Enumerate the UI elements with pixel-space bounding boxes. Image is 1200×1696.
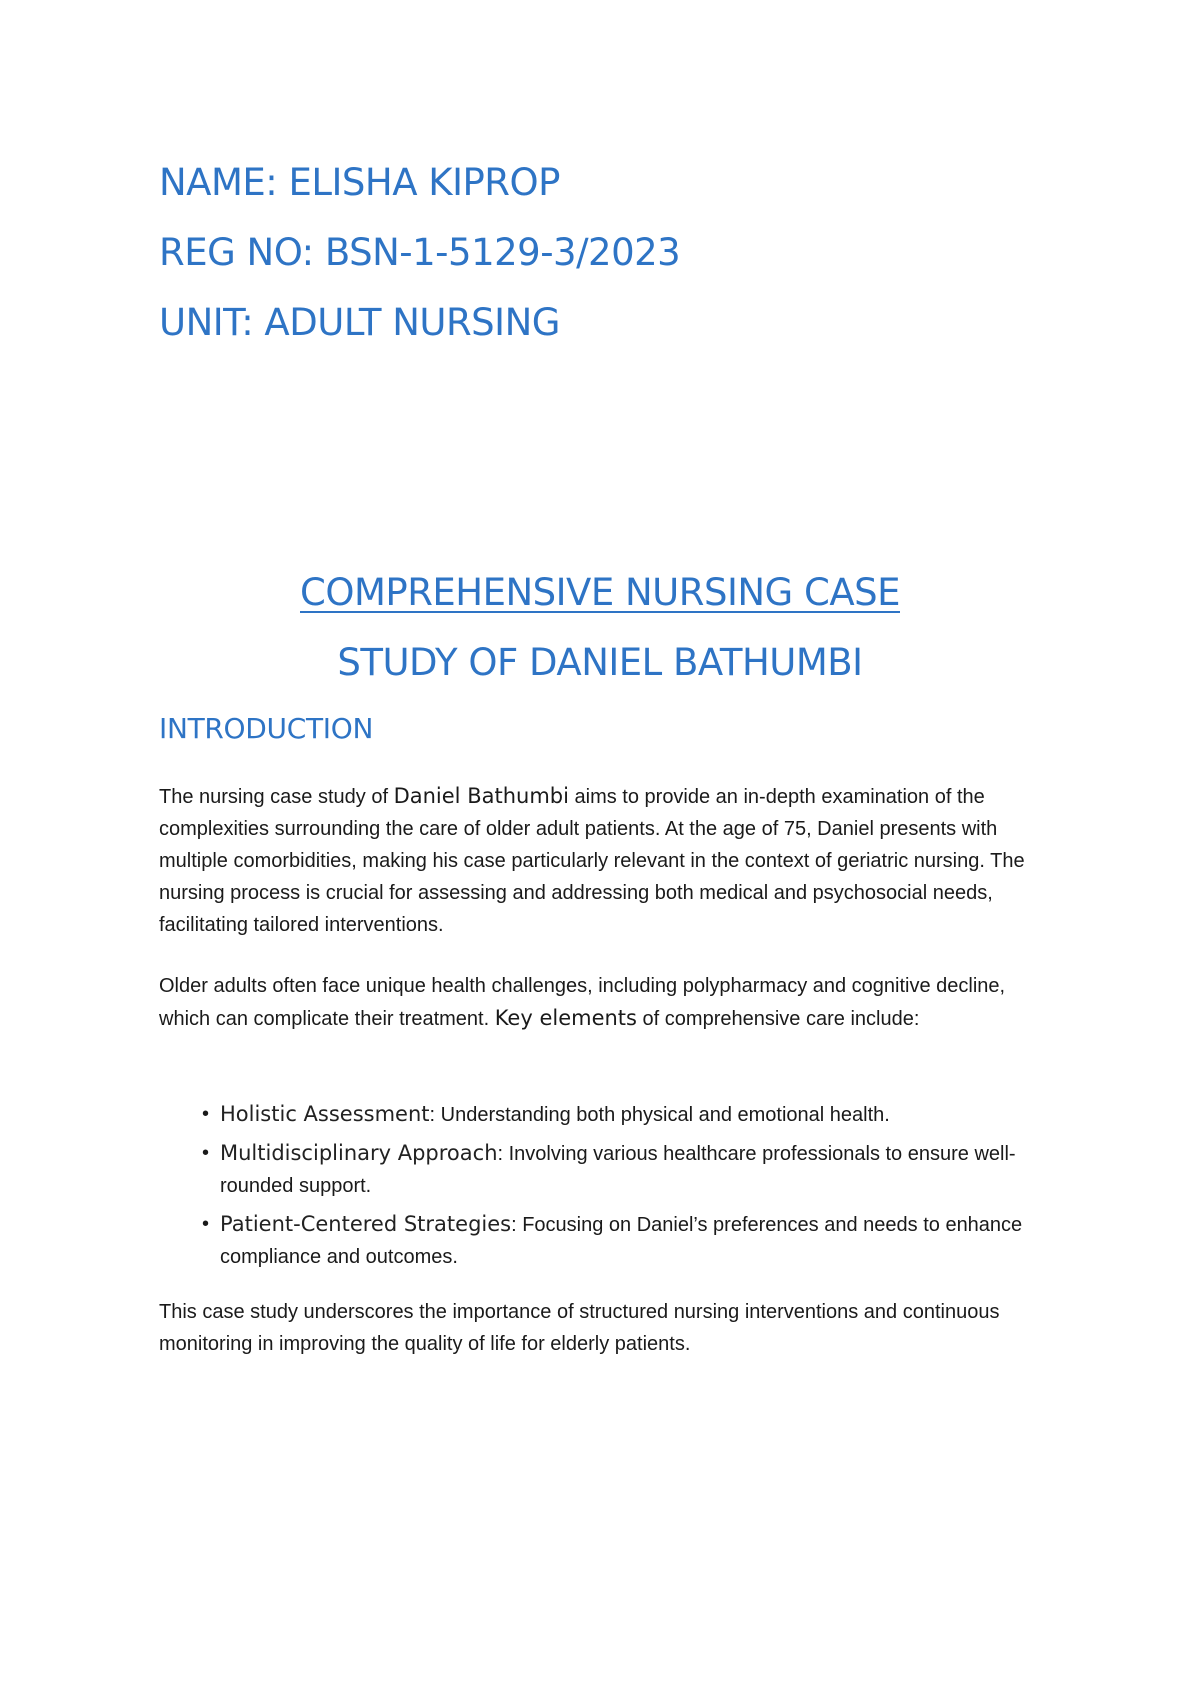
bullet-icon: • xyxy=(202,1213,210,1235)
bullet-text: : Involving various healthcare professionals to ensure well-rounded support. xyxy=(220,1143,1016,1197)
list-item xyxy=(200,1208,1060,1273)
title-line-2: STUDY OF DANIEL BATHUMBI xyxy=(337,641,863,684)
bullet-term: Multidisciplinary Approach xyxy=(220,1141,498,1165)
student-info-header xyxy=(159,148,680,358)
bullet-term: Patient-Centered Strategies xyxy=(220,1212,512,1236)
registration-number: REG NO: BSN-1-5129-3/2023 xyxy=(159,231,681,274)
key-elements-phrase: Key elements xyxy=(494,1006,637,1030)
intro-paragraph-3: This case study underscores the importance of structured nursing interventions and continuous monitoring in improving the quality of life for elderly patients. xyxy=(159,1301,1000,1355)
unit-name: UNIT: ADULT NURSING xyxy=(159,301,560,344)
p2-text-end: of comprehensive care include: xyxy=(637,1008,920,1030)
title-line-1: COMPREHENSIVE NURSING CASE xyxy=(300,571,900,614)
p1-text-end: aims to provide an in-depth examination of the complexities surrounding the care of older adult patients. At the age of 75, Daniel presents with multiple comorbidities, making his case particularly relevant in the context of geriatric nursing. The nursing process is crucial for assessing and addressing both medical and psychosocial needs, facilitating tailored interventions. xyxy=(159,786,1025,936)
list-item xyxy=(200,1137,1060,1202)
intro-paragraph-2 xyxy=(159,970,1059,1035)
bullet-icon: • xyxy=(202,1103,210,1125)
student-name: NAME: ELISHA KIPROP xyxy=(159,161,560,204)
document-title xyxy=(0,558,1200,698)
key-elements-list xyxy=(200,1098,1060,1279)
bullet-text: : Understanding both physical and emotional health. xyxy=(429,1104,890,1126)
list-item xyxy=(200,1098,1060,1131)
introduction-heading: INTRODUCTION xyxy=(159,712,374,745)
p1-text-start: The nursing case study of xyxy=(159,786,394,808)
patient-name: Daniel Bathumbi xyxy=(393,784,569,808)
bullet-term: Holistic Assessment xyxy=(220,1102,430,1126)
bullet-text: : Focusing on Daniel’s preferences and needs to enhance compliance and outcomes. xyxy=(220,1214,1023,1268)
bullet-icon: • xyxy=(202,1142,210,1164)
p2-text-start: Older adults often face unique health challenges, including polypharmacy and cognitive decline, which can complicate their treatment. xyxy=(159,975,1006,1030)
intro-paragraph-1 xyxy=(159,780,1059,941)
